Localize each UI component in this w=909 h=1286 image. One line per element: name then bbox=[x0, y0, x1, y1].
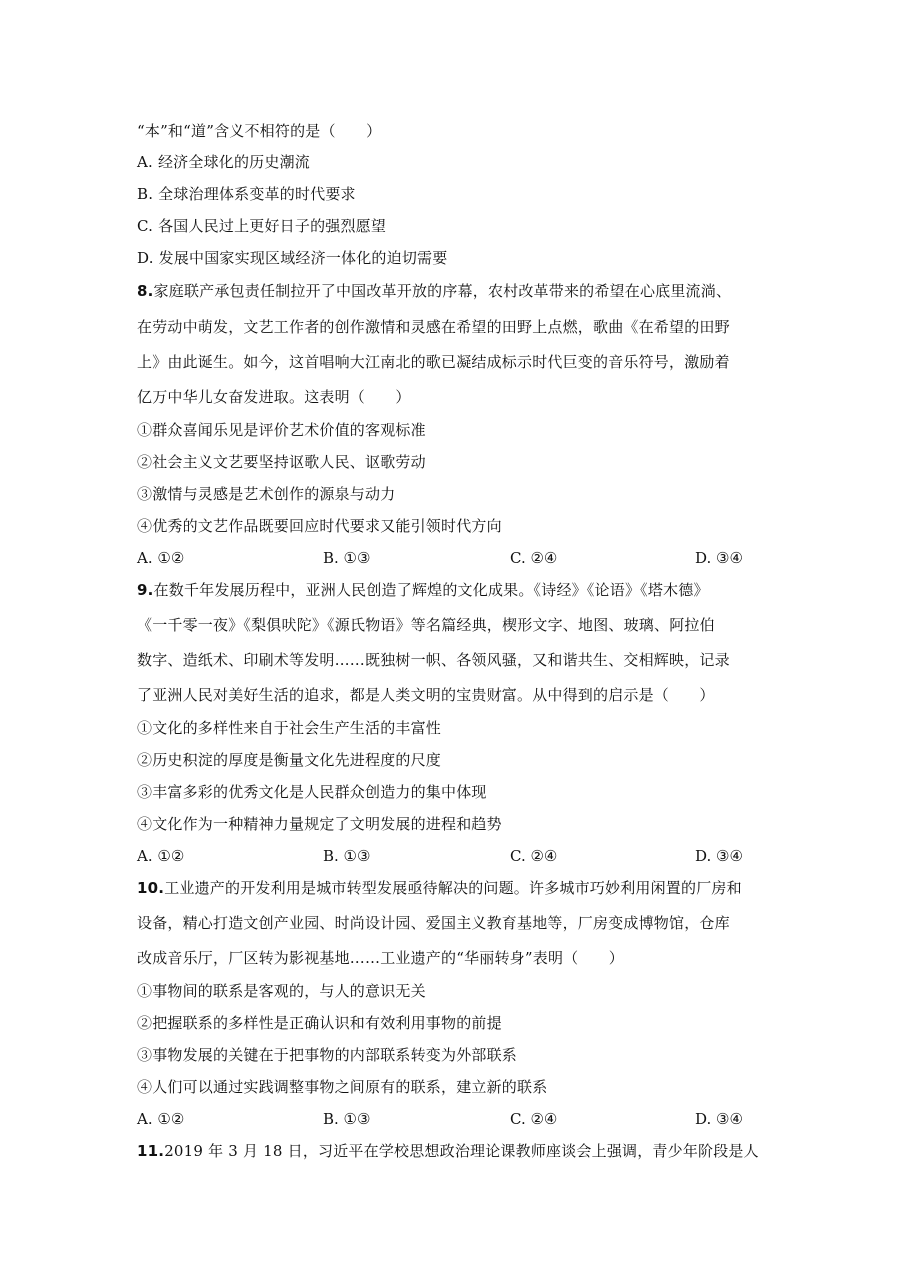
q9-statement-1: ①文化的多样性来自于社会生产生活的丰富性 bbox=[137, 719, 442, 737]
q8-line-4: 亿万中华儿女奋发进取。这表明（ ） bbox=[137, 388, 411, 406]
q9-choice-d: D. ③④ bbox=[695, 847, 743, 865]
q9-choice-c: C. ②④ bbox=[510, 847, 558, 865]
q10-number: 10. bbox=[137, 879, 165, 897]
q9-line-3: 数字、造纸术、印刷术等发明……既独树一帜、各领风骚，又和谐共生、交相辉映，记录 bbox=[137, 651, 730, 669]
q9-statement-3: ③丰富多彩的优秀文化是人民群众创造力的集中体现 bbox=[137, 783, 487, 801]
q10-choice-b: B. ①③ bbox=[323, 1110, 371, 1128]
q8-number: 8. bbox=[137, 282, 154, 300]
q8-choice-d: D. ③④ bbox=[695, 549, 743, 567]
q9-line-4: 了亚洲人民对美好生活的追求，都是人类文明的宝贵财富。从中得到的启示是（ ） bbox=[137, 686, 715, 704]
q10-choice-c: C. ②④ bbox=[510, 1110, 558, 1128]
q10-line-1: 10.工业遗产的开发利用是城市转型发展亟待解决的问题。许多城市巧妙利用闲置的厂房和 bbox=[137, 879, 742, 897]
q8-statement-3: ③激情与灵感是艺术创作的源泉与动力 bbox=[137, 485, 396, 503]
q9-choice-a: A. ①② bbox=[137, 847, 185, 865]
q10-statement-4: ④人们可以通过实践调整事物之间原有的联系，建立新的联系 bbox=[137, 1078, 548, 1096]
q8-choice-a: A. ①② bbox=[137, 549, 185, 567]
q9-line-1: 9.在数千年发展历程中，亚洲人民创造了辉煌的文化成果。《诗经》《论语》《塔木德》 bbox=[137, 581, 709, 599]
q10-line-2: 设备，精心打造文创产业园、时尚设计园、爱国主义教育基地等，厂房变成博物馆，仓库 bbox=[137, 914, 730, 932]
q8-statement-1: ①群众喜闻乐见是评价艺术价值的客观标准 bbox=[137, 421, 426, 439]
q8-line-3: 上》由此诞生。如今，这首唱响大江南北的歌已凝结成标示时代巨变的音乐符号，激励着 bbox=[137, 353, 730, 371]
q10-statement-3: ③事物发展的关键在于把事物的内部联系转变为外部联系 bbox=[137, 1046, 518, 1064]
q9-line-2: 《一千零一夜》《梨俱吠陀》《源氏物语》等名篇经典，楔形文字、地图、玻璃、阿拉伯 bbox=[137, 616, 715, 634]
q7-option-c: C. 各国人民过上更好日子的强烈愿望 bbox=[137, 217, 387, 235]
q9-statement-4: ④文化作为一种精神力量规定了文明发展的进程和趋势 bbox=[137, 815, 502, 833]
q8-statement-4: ④优秀的文艺作品既要回应时代要求又能引领时代方向 bbox=[137, 517, 502, 535]
q10-statement-2: ②把握联系的多样性是正确认识和有效利用事物的前提 bbox=[137, 1014, 502, 1032]
q10-choice-d: D. ③④ bbox=[695, 1110, 743, 1128]
q7-stem-tail: “本”和“道”含义不相符的是（ ） bbox=[137, 122, 382, 140]
q11-line-1: 11.2019 年 3 月 18 日，习近平在学校思想政治理论课教师座谈会上强调，青少年阶段是人 bbox=[137, 1142, 759, 1160]
q7-option-a: A. 经济全球化的历史潮流 bbox=[137, 153, 310, 171]
q11-number: 11. bbox=[137, 1142, 165, 1160]
q8-choice-b: B. ①③ bbox=[323, 549, 371, 567]
q8-line-1: 8.家庭联产承包责任制拉开了中国改革开放的序幕，农村改革带来的希望在心底里流淌、 bbox=[137, 282, 732, 300]
q9-number: 9. bbox=[137, 581, 154, 599]
q8-choice-c: C. ②④ bbox=[510, 549, 558, 567]
q8-statement-2: ②社会主义文艺要坚持讴歌人民、讴歌劳动 bbox=[137, 453, 426, 471]
q10-statement-1: ①事物间的联系是客观的，与人的意识无关 bbox=[137, 982, 426, 1000]
q8-line-2: 在劳动中萌发，文艺工作者的创作激情和灵感在希望的田野上点燃，歌曲《在希望的田野 bbox=[137, 318, 730, 336]
q10-choice-a: A. ①② bbox=[137, 1110, 185, 1128]
q9-statement-2: ②历史积淀的厚度是衡量文化先进程度的尺度 bbox=[137, 751, 442, 769]
q9-choice-b: B. ①③ bbox=[323, 847, 371, 865]
q10-line-3: 改成音乐厅，厂区转为影视基地……工业遗产的“华丽转身”表明（ ） bbox=[137, 949, 624, 967]
q7-option-b: B. 全球治理体系变革的时代要求 bbox=[137, 185, 356, 203]
q7-option-d: D. 发展中国家实现区域经济一体化的迫切需要 bbox=[137, 249, 448, 267]
